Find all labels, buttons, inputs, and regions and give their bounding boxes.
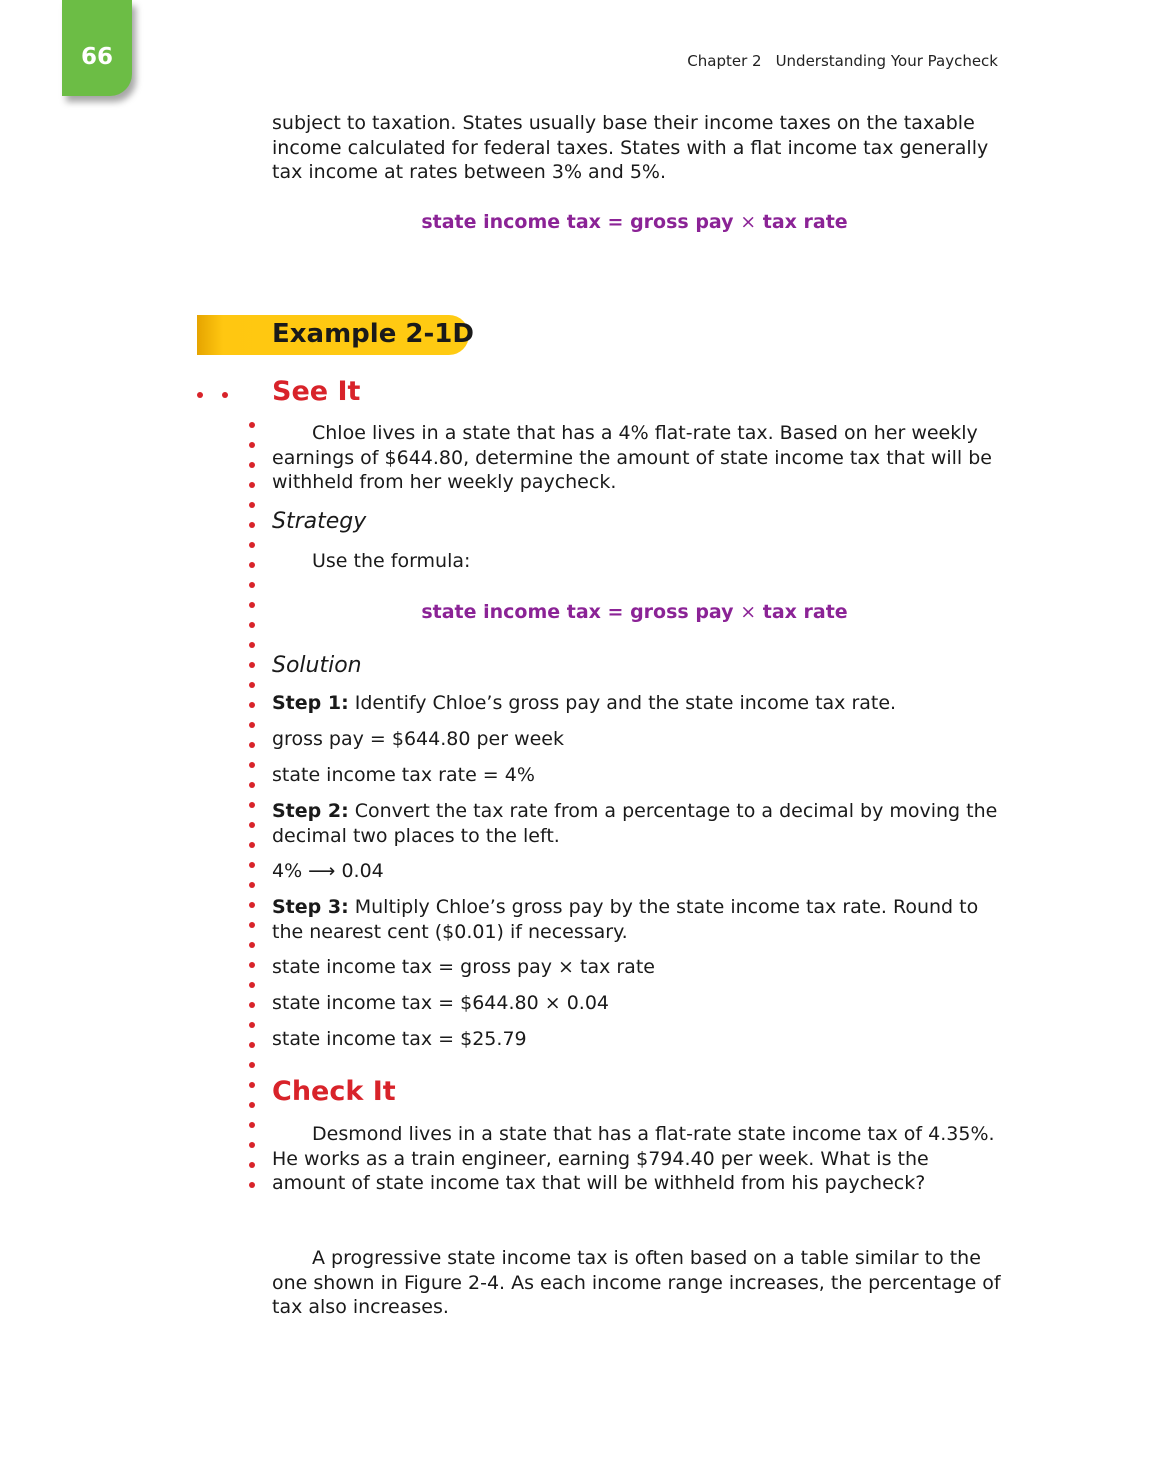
margin-dot bbox=[249, 1122, 255, 1128]
margin-dot bbox=[249, 1082, 255, 1088]
margin-dot bbox=[249, 1022, 255, 1028]
margin-dot bbox=[249, 1162, 255, 1168]
margin-dot bbox=[249, 462, 255, 468]
see-it-heading: See It bbox=[272, 376, 361, 407]
margin-dot bbox=[249, 422, 255, 428]
margin-dot bbox=[249, 522, 255, 528]
step-1-text: Identify Chloe’s gross pay and the state income tax rate. bbox=[354, 692, 897, 714]
example-title: Example 2-1D bbox=[272, 319, 474, 349]
step-1-line-gross-pay: gross pay = $644.80 per week bbox=[272, 728, 564, 750]
times-symbol-2: × bbox=[740, 601, 757, 623]
step-1 bbox=[272, 691, 1002, 716]
margin-dot bbox=[249, 502, 255, 508]
margin-dot bbox=[249, 662, 255, 668]
margin-dot bbox=[249, 702, 255, 708]
closing-paragraph: A progressive state income tax is often based on a table similar to the one shown in Figure 2-4. As each income range increases, the percentage of tax also increases. bbox=[272, 1247, 1001, 1318]
margin-dot bbox=[249, 782, 255, 788]
formula-display bbox=[272, 211, 997, 233]
margin-dot bbox=[249, 1042, 255, 1048]
margin-dot bbox=[249, 922, 255, 928]
step-3-line-substitution: state income tax = $644.80 × 0.04 bbox=[272, 992, 610, 1014]
margin-dot bbox=[249, 682, 255, 688]
page-number-tab bbox=[62, 0, 132, 96]
margin-dot bbox=[249, 802, 255, 808]
margin-dot bbox=[249, 1142, 255, 1148]
margin-dot bbox=[222, 392, 228, 398]
solution-heading: Solution bbox=[272, 653, 362, 678]
margin-dot bbox=[249, 622, 255, 628]
margin-dot bbox=[249, 722, 255, 728]
margin-dot bbox=[249, 982, 255, 988]
margin-dot bbox=[249, 1062, 255, 1068]
margin-dot bbox=[249, 862, 255, 868]
page-number: 66 bbox=[80, 44, 113, 70]
step-3-line-formula: state income tax = gross pay × tax rate bbox=[272, 956, 655, 978]
margin-dot bbox=[249, 1102, 255, 1108]
formula-right: tax rate bbox=[762, 211, 848, 233]
formula-display-2 bbox=[272, 601, 997, 623]
problem-statement: Chloe lives in a state that has a 4% flat-rate tax. Based on her weekly earnings of $644.80, determine the amount of state income tax that will be withheld from her weekly paycheck. bbox=[272, 422, 992, 493]
margin-dot bbox=[197, 392, 203, 398]
strategy-text: Use the formula: bbox=[312, 550, 471, 572]
margin-dot bbox=[249, 1002, 255, 1008]
margin-dot bbox=[249, 582, 255, 588]
margin-dot bbox=[249, 1182, 255, 1188]
margin-dot bbox=[249, 642, 255, 648]
margin-dot bbox=[249, 442, 255, 448]
step-3-label: Step 3: bbox=[272, 896, 349, 918]
formula-right-2: tax rate bbox=[762, 601, 848, 623]
margin-dot bbox=[249, 542, 255, 548]
margin-dot bbox=[249, 762, 255, 768]
margin-dot bbox=[249, 902, 255, 908]
chapter-title: Understanding Your Paycheck bbox=[775, 52, 998, 70]
step-2 bbox=[272, 799, 1002, 848]
step-2-line-conversion: 4% ⟶ 0.04 bbox=[272, 860, 384, 882]
step-1-line-tax-rate: state income tax rate = 4% bbox=[272, 764, 535, 786]
margin-dot bbox=[249, 842, 255, 848]
step-2-label: Step 2: bbox=[272, 800, 349, 822]
margin-dot bbox=[249, 962, 255, 968]
step-2-text: Convert the tax rate from a percentage to a decimal by moving the decimal two places to the left. bbox=[272, 800, 998, 847]
check-it-heading: Check It bbox=[272, 1076, 396, 1107]
margin-dot bbox=[249, 602, 255, 608]
margin-dot bbox=[249, 562, 255, 568]
times-symbol: × bbox=[740, 211, 757, 233]
step-3-line-result: state income tax = $25.79 bbox=[272, 1028, 527, 1050]
step-3 bbox=[272, 895, 1002, 944]
margin-dot bbox=[249, 482, 255, 488]
check-it-problem: Desmond lives in a state that has a flat-rate state income tax of 4.35%. He works as a train engineer, earning $794.40 per week. What is the amount of state income tax that will be withheld from his paycheck? bbox=[272, 1123, 995, 1194]
margin-dot bbox=[249, 742, 255, 748]
margin-dot bbox=[249, 882, 255, 888]
formula-left: state income tax = gross pay bbox=[421, 211, 734, 233]
step-3-text: Multiply Chloe’s gross pay by the state income tax rate. Round to the nearest cent ($0.01) if necessary. bbox=[272, 896, 979, 943]
running-header bbox=[687, 52, 998, 70]
margin-dot bbox=[249, 822, 255, 828]
strategy-heading: Strategy bbox=[272, 509, 367, 534]
margin-dot bbox=[249, 942, 255, 948]
formula-left-2: state income tax = gross pay bbox=[421, 601, 734, 623]
step-1-label: Step 1: bbox=[272, 692, 349, 714]
chapter-label: Chapter 2 bbox=[687, 52, 762, 70]
intro-paragraph: subject to taxation. States usually base their income taxes on the taxable income calculated for federal taxes. States with a flat income tax generally tax income at rates between 3% and 5%. bbox=[272, 112, 989, 183]
example-banner bbox=[197, 315, 474, 355]
